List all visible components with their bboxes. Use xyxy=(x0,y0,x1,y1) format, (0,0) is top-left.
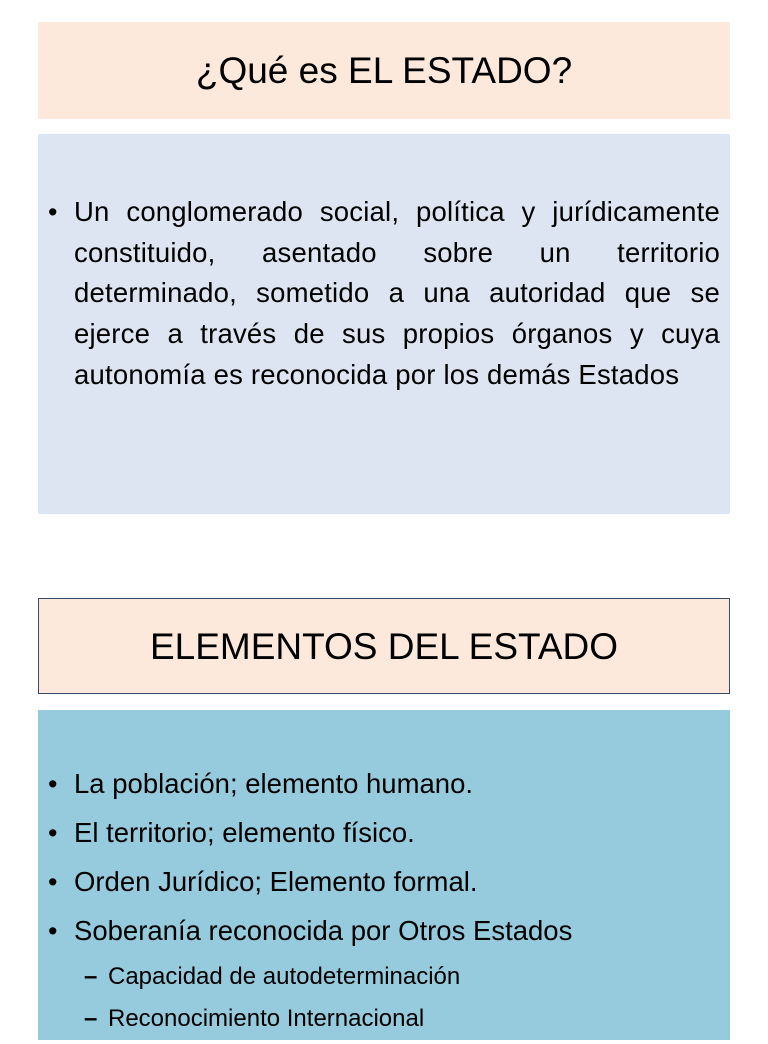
definition-text: Un conglomerado social, política y jurídicamente constituido, asentado sobre un territorio determinado, sometido a una autoridad que se ejerce a través de sus propios órganos y cuya autonomía es reconocida por los demás Estados xyxy=(74,196,720,390)
section-title: ¿Qué es EL ESTADO? xyxy=(195,50,573,91)
sub-list-item xyxy=(84,1002,720,1036)
elements-list xyxy=(48,764,720,1044)
definition-box xyxy=(38,134,730,514)
dash-icon: – xyxy=(84,963,98,990)
bullet-icon: • xyxy=(48,867,58,897)
list-item xyxy=(48,764,720,804)
bullet-icon: • xyxy=(48,197,58,227)
sub-list-item xyxy=(84,960,720,994)
list-item xyxy=(48,813,720,853)
elements-title-box xyxy=(38,598,730,694)
bullet-icon: • xyxy=(48,916,58,946)
list-item-text: Soberanía reconocida por Otros Estados xyxy=(74,915,573,946)
bullet-icon: • xyxy=(48,769,58,799)
bullet-icon: • xyxy=(48,818,58,848)
definition-item xyxy=(48,192,720,396)
list-item-text: Orden Jurídico; Elemento formal. xyxy=(74,866,478,897)
sub-list-item-text: Capacidad de autodeterminación xyxy=(108,963,461,990)
section-title-box xyxy=(38,22,730,119)
list-item-text: El territorio; elemento físico. xyxy=(74,817,415,848)
elements-title: ELEMENTOS DEL ESTADO xyxy=(149,625,619,667)
list-item xyxy=(48,911,720,951)
elements-box xyxy=(38,710,730,1040)
sub-list-item-text: Reconocimiento Internacional xyxy=(108,1005,425,1032)
list-item xyxy=(48,862,720,902)
dash-icon: – xyxy=(84,1005,98,1032)
list-item-text: La población; elemento humano. xyxy=(74,768,474,799)
